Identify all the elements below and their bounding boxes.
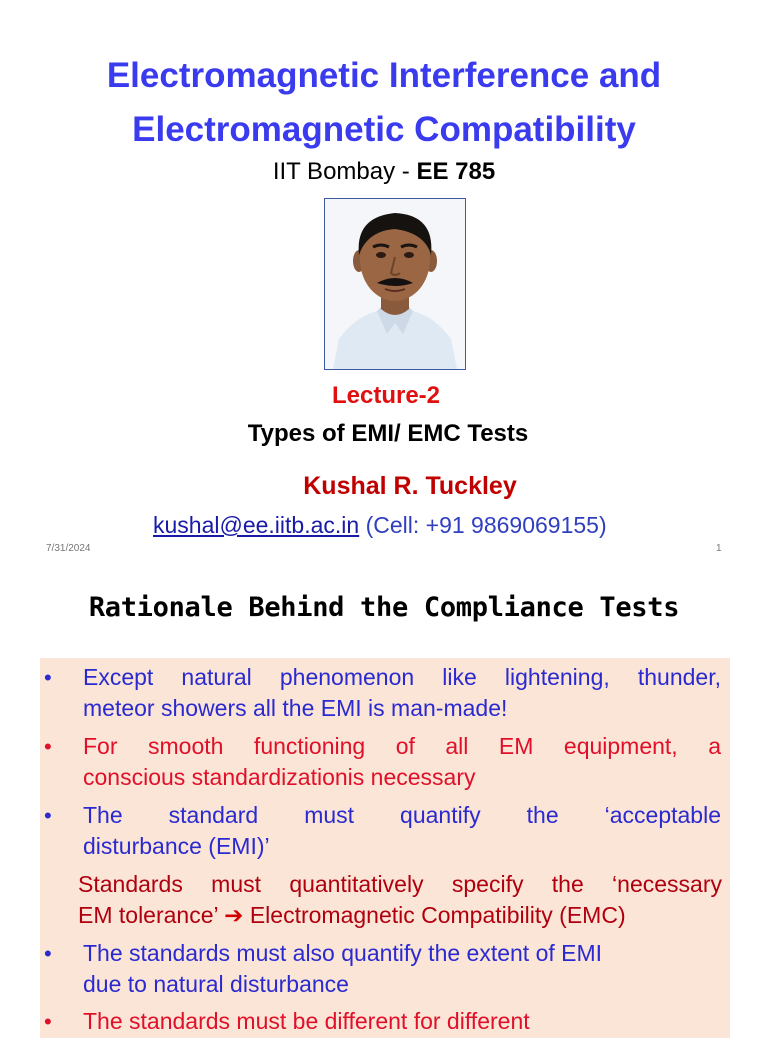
right-arrow-icon: ➔ [224, 902, 244, 928]
bullet-5-line-1: The standards must be different for different [83, 1008, 530, 1034]
bullet-dot: • [44, 665, 52, 690]
bullet-dot: • [44, 803, 52, 828]
slide-2 [0, 570, 768, 1034]
bullet-text [83, 1006, 721, 1037]
course-code: EE 785 [416, 158, 496, 185]
author-name: Kushal R. Tuckley [303, 472, 517, 500]
bullet-dot: • [44, 941, 52, 966]
slide-2-heading: Rationale Behind the Compliance Tests [88, 592, 680, 623]
presenter-portrait-image [325, 199, 465, 369]
sub-line-2b: Electromagnetic Compatibility (EMC) [243, 902, 626, 928]
presenter-photo [324, 198, 466, 370]
bullet-text [83, 800, 721, 862]
sub-line-2 [78, 900, 722, 931]
sub-line-2a: EM tolerance’ [78, 902, 225, 928]
bullet-1-line-1: Except natural phenomenon like lightening, thunder, [83, 664, 721, 690]
institute: IIT Bombay - [272, 158, 417, 185]
title-line-2: Electromagnetic Compatibility [132, 110, 636, 149]
bullet-2-line-1: For smooth functioning of all EM equipment, a [83, 733, 721, 759]
sub-paragraph-text [78, 869, 722, 931]
bullet-text [83, 938, 721, 1000]
bullet-1-line-2: meteor showers all the EMI is man-made! [83, 695, 508, 721]
bullet-panel [40, 658, 730, 1038]
bullet-3-line-1: The standard must quantify the ‘acceptable [83, 802, 721, 828]
bullet-3-line-2: disturbance (EMI)’ [83, 833, 270, 859]
slide-page-number: 1 [716, 543, 722, 554]
bullet-2-line-2: conscious standardizationis necessary [83, 764, 476, 790]
bullet-dot: • [44, 734, 52, 759]
email-link[interactable]: kushal@ee.iitb.ac.in [153, 512, 360, 538]
bullet-text [83, 731, 721, 793]
lecture-topic: Types of EMI/ EMC Tests [247, 420, 529, 447]
bullet-4-line-2: due to natural disturbance [83, 971, 349, 997]
lecture-number: Lecture-2 [331, 382, 441, 409]
bullet-text [83, 662, 721, 724]
bullet-dot: • [44, 1009, 52, 1034]
contact-line [153, 512, 607, 539]
sub-line-1: Standards must quantitatively specify the ‘necessary [78, 871, 722, 897]
phone-number: (Cell: +91 9869069155) [359, 512, 607, 538]
bullet-4-line-1: The standards must also quantify the extent of EMI [83, 940, 603, 966]
course-subtitle [0, 158, 768, 186]
title-line-1: Electromagnetic Interference and [106, 56, 662, 95]
slide-date: 7/31/2024 [46, 543, 91, 554]
